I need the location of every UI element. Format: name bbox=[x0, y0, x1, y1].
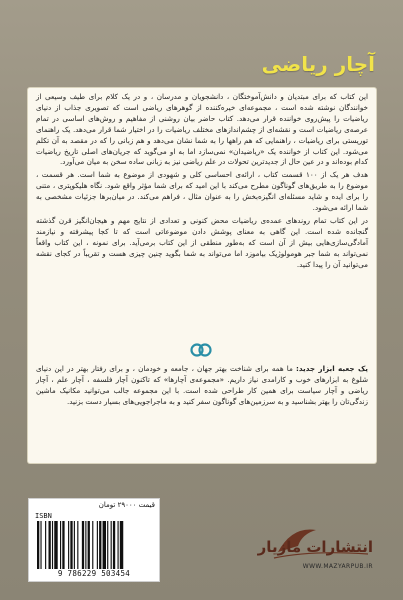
description-text bbox=[36, 92, 368, 273]
publisher-name: انتشارات مازیار bbox=[257, 538, 373, 556]
barcode-panel bbox=[28, 498, 160, 582]
isbn-label: ISBN bbox=[35, 512, 52, 520]
book-title: آچار ریاضی bbox=[261, 52, 375, 76]
description-paragraph-1: این کتاب که برای مبتدیان و دانش‌آموختگان ، دانشجویان و مدرسان ، و در یک کلام برای طیف وسیعی از خوانندگان نوشته شده است ، مجموعه‌ای خیره‌کننده از گوهرهای ریاضی است که تصویری جذاب از دنیای ریاضیات را پیش‌روی خواننده قرار می‌دهد. کتاب حاضر بیان روشنی از مفاهیم و روش‌های اساسی در تمام عرصه‌ی ریاضیات است و نقشه‌ای از چشم‌اندازهای مختلف ریاضیات را در اختیار شما قرار می‌دهد. یک راهنمای توریستی برای ریاضیات ، راهنمایی که هم راهها را به شما نشان می‌دهد و هم زبانی را که در مقصد به آن تکلم می‌شود. این کتاب از خواننده یک «ریاضیدان» نمی‌سازد اما به او می‌گوید که جریان‌های اصلی تاریخ ریاضیات کدام بوده‌اند و در عین حال از جدیدترین تحولات در علم ریاضی نیز به زبانی ساده سخن به میان می‌آورد. bbox=[36, 92, 368, 167]
publisher-url: WWW.MAZYARPUB.IR bbox=[302, 563, 373, 570]
description-paragraph-2: هدف هر یک از ۱۰۰ قسمت کتاب ، ارائه‌ی احساسی کلی و شهودی از موضوع به شما است. هر قسمت ، موضوع را به طریق‌های گوناگون مطرح می‌کند با این امید که برای شما مؤثر واقع شود. نگاه هلیکوپتری ، متنی را برای ایده و شاید مسئله‌ای انگیزه‌بخش را به عنوان مثال ، فراهم می‌کند. در میان‌برها جزئیات مشخصی به شما ارائه می‌شود. bbox=[36, 170, 368, 213]
price-label: قیمت ۲۹۰۰۰ تومان bbox=[98, 501, 155, 509]
description-paragraph-3: در این کتاب تمام روندهای عمده‌ی ریاضیات محض کنونی و تعدادی از نتایج مهم و هیجان‌انگیز قرن گذشته گنجانده شده است. این گاهی به معنای پوشش دادن موضوعاتی است که تا کجا پیشرفته و نیازمند آمادگی‌سازی‌هایی بیش از آن است که به‌طور منطقی از این کتاب برمی‌آید. برای نمونه ، این کتاب واقعاً نمی‌تواند به شما جبر هومولوژیک بیاموزد اما می‌تواند به شما بگوید چنین چیزی هست و تقریباً در کجای نقشه می‌توانید آن را پیدا کنید. bbox=[36, 215, 368, 269]
ornament-icon bbox=[190, 343, 212, 357]
closing-body: ما همه برای شناخت بهتر جهان ، جامعه و خودمان ، و برای رفتار بهتر در این دنیای شلوغ به ابزارهای خوب و کارامدی نیاز داریم. «مجموعه‌ی آچارها» که تاکنون آچار فلسفه ، آچار علم ، آچار ریاضی و آچار سیاست برای همین کار طراحی شده است. با این مجموعه جالب می‌توانید مکانیک ماشین زندگی‌تان را بهتر بشناسید و به سرزمین‌های گوناگون سفر کنید و به ماجراجویی‌های بسیار دست بزنید. bbox=[36, 364, 368, 406]
closing-text bbox=[36, 364, 368, 410]
isbn-digits: 9 786229 503454 bbox=[57, 569, 131, 578]
barcode-icon bbox=[35, 521, 153, 569]
closing-lead: یک جعبه ابزار جدید: bbox=[296, 364, 369, 373]
